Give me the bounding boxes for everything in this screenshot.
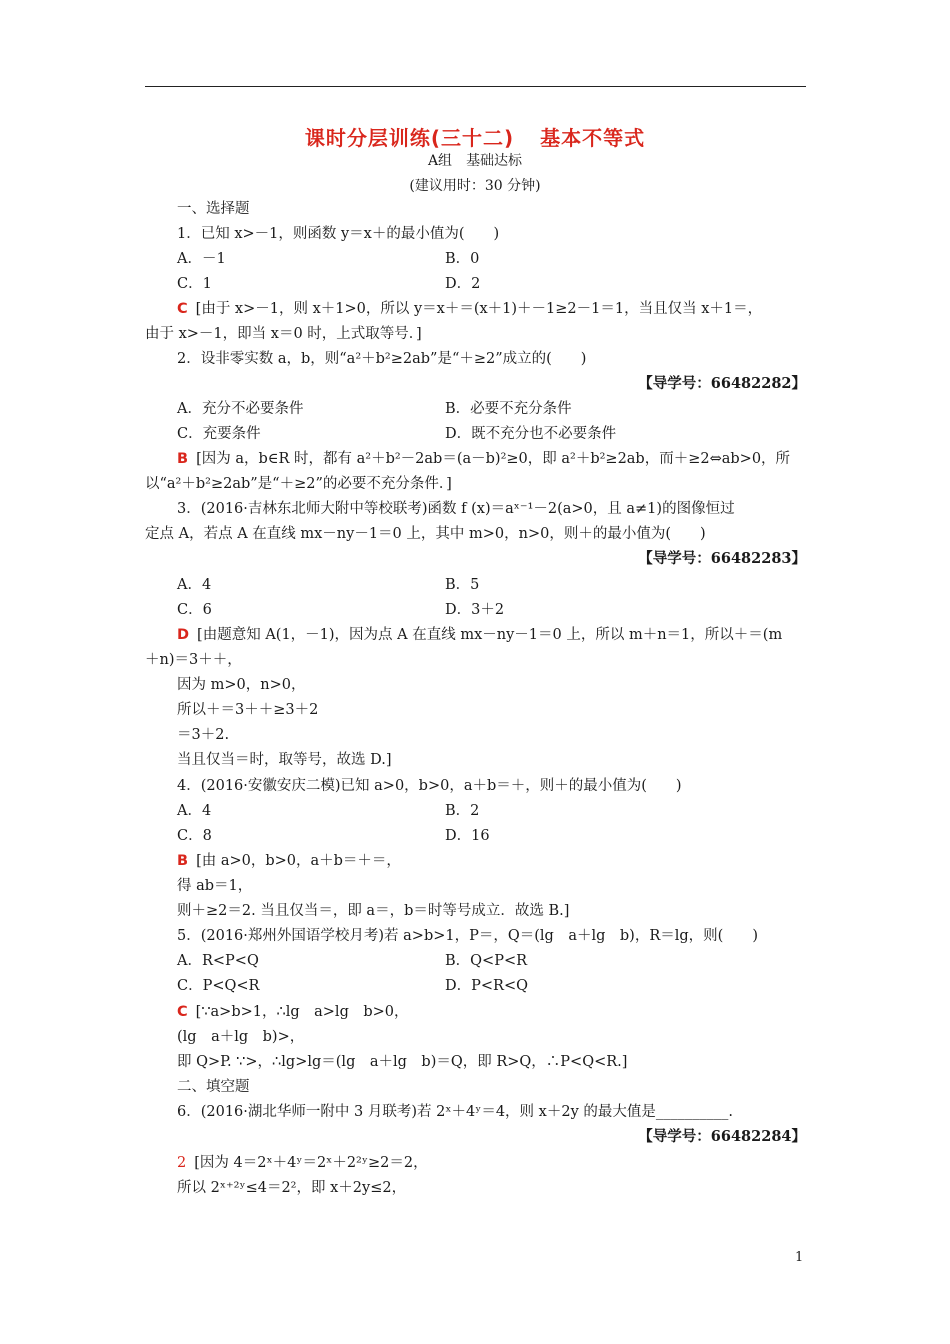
answer-letter: D — [177, 627, 190, 643]
answer-text: [∵a>b>1，∴lg a>lg b>0， — [195, 1004, 409, 1020]
q2-option-d: D．既不充分也不必要条件 — [445, 426, 617, 442]
q3-option-a: A．4 — [177, 577, 212, 593]
q4-option-c: C．8 — [177, 828, 212, 844]
answer-text: [由于 x>－1，则 x＋1>0，所以 y＝x＋＝(x＋1)＋－1≥2－1＝1，当且仅当 x＋1＝， — [195, 301, 763, 317]
section-heading: 一、选择题 — [177, 201, 250, 217]
answer-1-cont: 由于 x>－1，即当 x＝0 时，上式取等号．] — [145, 326, 422, 342]
group-name: 基础达标 — [466, 153, 523, 169]
answer-2-cont: 以“a²＋b²≥2ab”是“＋≥2”的必要不充分条件．] — [145, 476, 452, 492]
answer-4-line2: 得 ab＝1， — [177, 878, 253, 894]
answer-5-line3: 即 Q>P. ∵>，∴lg>lg＝(lg a＋lg b)＝Q，即 R>Q，∴P<Q<R.] — [177, 1054, 628, 1070]
answer-5-line2: (lg a＋lg b)>， — [177, 1029, 305, 1045]
time-note: (建议用时：30 分钟) — [409, 178, 541, 194]
group-label: A组 — [427, 153, 453, 169]
q2-option-c: C．充要条件 — [177, 426, 261, 442]
question-4: 4．(2016·安徽安庆二模)已知 a>0，b>0，a＋b＝＋，则＋的最小值为( ) — [177, 778, 682, 794]
answer-6 — [177, 1153, 428, 1173]
q1-option-d: D．2 — [445, 276, 481, 292]
question-3-cont: 定点 A，若点 A 在直线 mx－ny－1＝0 上，其中 m>0，n>0，则＋的最小值为( ) — [145, 526, 706, 542]
answer-3-line5: ＝3＋2. — [177, 727, 230, 743]
answer-text: [由 a>0，b>0，a＋b＝＋＝， — [196, 853, 401, 869]
answer-3-line6: 当且仅当＝时，取等号，故选 D.] — [177, 752, 392, 768]
answer-3 — [177, 625, 782, 645]
answer-4-line3: 则＋≥2＝2. 当且仅当＝，即 a＝，b＝时等号成立．故选 B.] — [177, 903, 570, 919]
answer-3-line4: 所以＋＝3＋＋≥3＋2 — [177, 702, 319, 718]
q3-option-c: C．6 — [177, 602, 212, 618]
section-heading-2: 二、填空题 — [177, 1079, 250, 1095]
guide-code-2: 【导学号：66482282】 — [638, 375, 806, 392]
q5-option-c: C．P<Q<R — [177, 978, 260, 994]
q3-option-b: B．5 — [445, 577, 480, 593]
q1-option-c: C．1 — [177, 276, 212, 292]
answer-4 — [177, 851, 401, 871]
guide-code-6: 【导学号：66482284】 — [638, 1128, 806, 1145]
question-2: 2．设非零实数 a，b，则“a²＋b²≥2ab”是“＋≥2”成立的( ) — [177, 351, 587, 367]
answer-1 — [177, 299, 762, 319]
header-rule — [145, 86, 806, 87]
answer-3-line3: 因为 m>0，n>0， — [177, 677, 306, 693]
q2-option-a: A．充分不必要条件 — [177, 401, 304, 417]
answer-5 — [177, 1002, 409, 1022]
question-6: 6．(2016·湖北华师一附中 3 月联考)若 2ˣ＋4ʸ＝4，则 x＋2y 的最大值是__________. — [177, 1104, 733, 1120]
answer-letter: C — [177, 301, 188, 317]
answer-6-line2: 所以 2ˣ⁺²ʸ≤4＝2²，即 x＋2y≤2， — [177, 1180, 407, 1196]
question-1: 1．已知 x>－1，则函数 y＝x＋的最小值为( ) — [177, 226, 500, 242]
answer-2 — [177, 449, 790, 469]
q3-option-d: D．3＋2 — [445, 602, 505, 618]
answer-letter: C — [177, 1004, 188, 1020]
answer-letter: B — [177, 451, 189, 467]
q1-option-b: B．0 — [445, 251, 480, 267]
answer-letter: B — [177, 853, 189, 869]
answer-text: [因为 4＝2ˣ＋4ʸ＝2ˣ＋2²ʸ≥2＝2， — [194, 1155, 428, 1171]
answer-3-cont: ＋n)＝3＋＋， — [145, 652, 242, 668]
question-3: 3．(2016·吉林东北师大附中等校联考)函数 f (x)＝aˣ⁻¹－2(a>0，且 a≠1)的图像恒过 — [177, 501, 735, 517]
q4-option-a: A．4 — [177, 803, 212, 819]
question-5: 5．(2016·郑州外国语学校月考)若 a>b>1，P＝，Q＝(lg a＋lg b)，R＝lg，则( ) — [177, 928, 758, 944]
title-part1: 课时分层训练(三十二) — [304, 126, 515, 150]
answer-text: [因为 a，b∈R 时，都有 a²＋b²－2ab＝(a－b)²≥0，即 a²＋b²≥2ab，而＋≥2⇔ab>0，所 — [196, 451, 791, 467]
q5-option-d: D．P<R<Q — [445, 978, 528, 994]
q2-option-b: B．必要不充分条件 — [445, 401, 572, 417]
answer-value: 2 — [177, 1155, 187, 1171]
title-part2: 基本不等式 — [540, 126, 646, 150]
q5-option-a: A．R<P<Q — [177, 953, 259, 969]
answer-text: [由题意知 A(1，－1)，因为点 A 在直线 mx－ny－1＝0 上，所以 m＋n＝1，所以＋＝(m — [197, 627, 783, 643]
q4-option-d: D．16 — [445, 828, 490, 844]
page-title — [0, 122, 950, 151]
page-number: 1 — [795, 1250, 804, 1265]
group-heading — [0, 150, 950, 170]
guide-code-3: 【导学号：66482283】 — [638, 550, 806, 567]
q1-option-a: A．－1 — [177, 251, 226, 267]
q5-option-b: B．Q<P<R — [445, 953, 528, 969]
q4-option-b: B．2 — [445, 803, 480, 819]
